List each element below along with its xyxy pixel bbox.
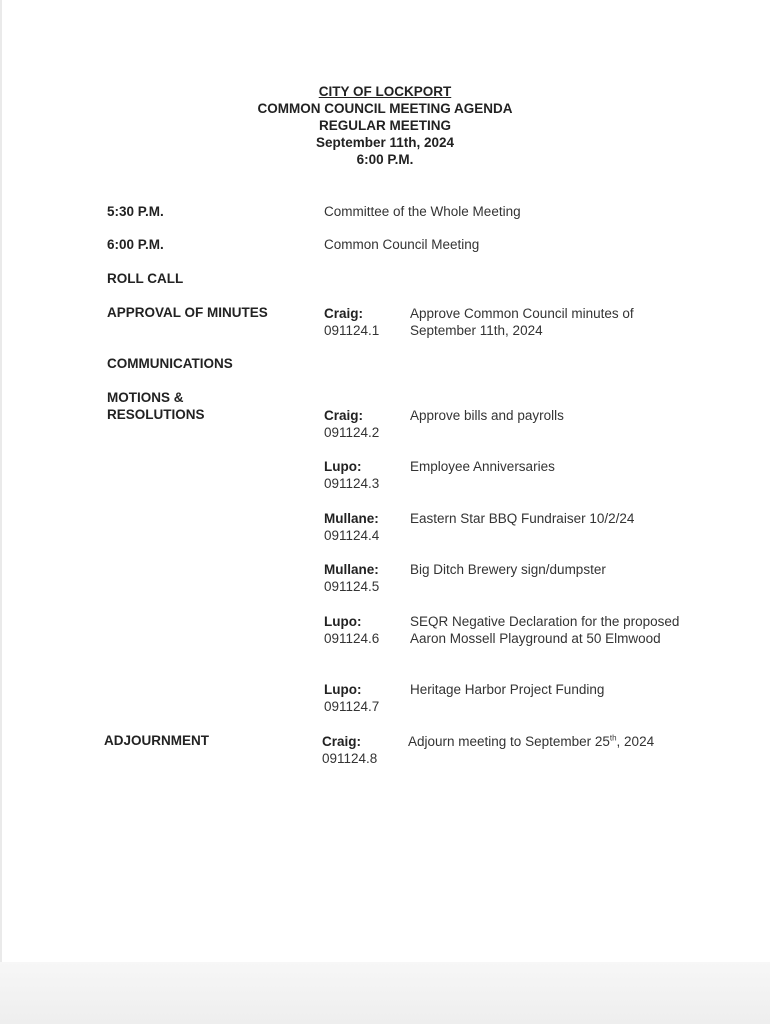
sponsor-name: Craig: <box>324 408 364 423</box>
city-name: CITY OF LOCKPORT <box>318 84 452 99</box>
roll-call-heading: ROLL CALL <box>107 271 184 286</box>
resolution-number: 091124.5 <box>324 579 380 594</box>
resolution-number: 091124.6 <box>324 631 380 646</box>
meeting-time: 6:00 P.M. <box>356 152 414 167</box>
approval-of-minutes-heading: APPROVAL OF MINUTES <box>107 305 268 320</box>
sponsor-name: Craig: <box>322 734 362 749</box>
sponsor-name: Mullane: <box>324 562 379 577</box>
schedule-time-1: 5:30 P.M. <box>107 204 164 219</box>
agenda-item-sponsor-block <box>324 458 379 492</box>
sponsor-name: Mullane: <box>324 511 379 526</box>
schedule-event-1: Committee of the Whole Meeting <box>324 204 521 219</box>
item-description: Approve Common Council minutes of September 11th, 2024 <box>410 306 634 338</box>
item-description: Eastern Star BBQ Fundraiser 10/2/24 <box>410 511 635 526</box>
sponsor-name: Lupo: <box>324 614 362 629</box>
agenda-item-sponsor-block <box>324 407 379 441</box>
item-description <box>408 733 708 750</box>
resolution-number: 091124.7 <box>324 699 380 714</box>
motions-heading-line2: RESOLUTIONS <box>107 407 205 422</box>
scan-bottom-shadow <box>0 962 770 1024</box>
agenda-item-sponsor-block <box>324 561 379 595</box>
item-description: Employee Anniversaries <box>410 459 555 474</box>
agenda-item-sponsor-block <box>324 613 379 647</box>
resolution-number: 091124.3 <box>324 476 380 491</box>
meeting-type: REGULAR MEETING <box>318 118 451 133</box>
item-description: SEQR Negative Declaration for the proposed Aaron Mossell Playground at 50 Elmwood <box>410 614 680 646</box>
resolution-number: 091124.4 <box>324 528 380 543</box>
sponsor-name: Lupo: <box>324 459 362 474</box>
schedule-event-2: Common Council Meeting <box>324 237 480 252</box>
agenda-title: COMMON COUNCIL MEETING AGENDA <box>257 101 513 116</box>
item-description: Big Ditch Brewery sign/dumpster <box>410 562 606 577</box>
communications-heading: COMMUNICATIONS <box>107 356 233 371</box>
ordinal-suffix: th <box>609 733 617 743</box>
adjournment-heading: ADJOURNMENT <box>104 733 210 748</box>
sponsor-name: Lupo: <box>324 682 362 697</box>
resolution-number: 091124.2 <box>324 425 380 440</box>
meeting-date: September 11th, 2024 <box>315 135 455 150</box>
sponsor-name: Craig: <box>324 306 364 321</box>
description-text: Adjourn meeting to September 25 <box>408 734 610 749</box>
agenda-item-sponsor-block <box>324 681 379 715</box>
agenda-item-sponsor-block <box>324 510 379 544</box>
agenda-item-sponsor-block <box>322 733 377 767</box>
schedule-time-2: 6:00 P.M. <box>107 237 164 252</box>
item-description: Approve bills and payrolls <box>410 408 564 423</box>
item-description: Heritage Harbor Project Funding <box>410 682 605 697</box>
resolution-number: 091124.1 <box>324 323 380 338</box>
description-text-end: , 2024 <box>616 734 655 749</box>
resolution-number: 091124.8 <box>322 751 378 766</box>
motions-heading-line1: MOTIONS & <box>107 390 184 405</box>
agenda-header <box>0 83 770 168</box>
agenda-item-sponsor-block <box>324 305 379 339</box>
